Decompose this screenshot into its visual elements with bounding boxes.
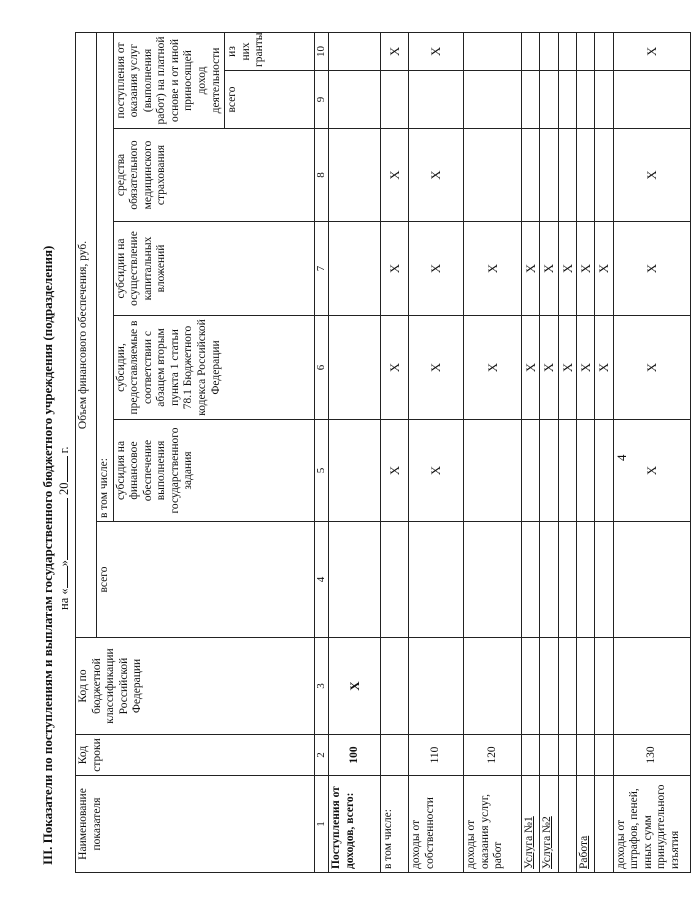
header-sub-781: субсидии, предоставляемые в соответствии с абзацем вторым пункта 1 статьи 78.1 Бюджетного кодекса Российской Федерации — [113, 316, 315, 420]
header-sub-cap: субсидии на осуществление капитальных вложений — [113, 222, 315, 316]
row-c5 — [329, 420, 381, 522]
table-row — [381, 32, 409, 872]
row-c7: Х — [577, 222, 595, 316]
row-name — [595, 776, 613, 873]
header-oms: средства обязательного медицинского страхования — [113, 129, 315, 222]
row-c9 — [540, 71, 558, 129]
date-mid: » — [57, 560, 71, 567]
row-total — [464, 522, 522, 638]
row-c6: Х — [409, 316, 464, 420]
row-c8 — [595, 129, 613, 222]
row-c5 — [522, 420, 540, 522]
row-c5 — [464, 420, 522, 522]
row-bk — [558, 638, 576, 735]
header-line-code: Код строки — [76, 735, 315, 776]
row-name: Услуга №1 — [522, 776, 540, 873]
header-paid-total: всего — [225, 71, 315, 129]
row-c7: Х — [540, 222, 558, 316]
table-row — [558, 32, 576, 872]
row-c8: Х — [409, 129, 464, 222]
row-c5 — [558, 420, 576, 522]
row-total — [577, 522, 595, 638]
header-volume: Объем финансового обеспечения, руб. — [76, 32, 97, 637]
col-number: 2 — [315, 735, 329, 776]
row-total — [522, 522, 540, 638]
row-c8: Х — [613, 129, 690, 222]
header-paid: поступления от оказания услуг (выполнения работ) на платной основе и от иной приносящей доход деятельности — [113, 32, 225, 128]
row-c9 — [409, 71, 464, 129]
col-number: 4 — [315, 522, 329, 638]
row-c8: Х — [381, 129, 409, 222]
row-c7: Х — [409, 222, 464, 316]
row-c5: Х — [613, 420, 690, 522]
row-total — [329, 522, 381, 638]
row-bk — [522, 638, 540, 735]
month-blank — [57, 498, 68, 560]
row-c6: Х — [464, 316, 522, 420]
row-code — [558, 735, 576, 776]
row-c6: Х — [577, 316, 595, 420]
row-c5: Х — [381, 420, 409, 522]
row-bk — [409, 638, 464, 735]
col-number: 10 — [315, 32, 329, 70]
row-c8 — [464, 129, 522, 222]
row-code — [381, 735, 409, 776]
row-code: 100 — [329, 735, 381, 776]
row-bk — [381, 638, 409, 735]
row-c9 — [613, 71, 690, 129]
row-code — [522, 735, 540, 776]
row-bk — [577, 638, 595, 735]
row-c6: Х — [595, 316, 613, 420]
col-number: 3 — [315, 638, 329, 735]
row-c7: Х — [464, 222, 522, 316]
col-number: 1 — [315, 776, 329, 873]
row-c9 — [522, 71, 540, 129]
row-c10: Х — [409, 32, 464, 70]
year-blank — [57, 457, 68, 483]
row-c9 — [381, 71, 409, 129]
table-row — [522, 32, 540, 872]
row-c5 — [595, 420, 613, 522]
row-c9 — [329, 71, 381, 129]
row-c6: Х — [381, 316, 409, 420]
row-bk: Х — [329, 638, 381, 735]
row-total — [595, 522, 613, 638]
table-row — [540, 32, 558, 872]
row-c10: Х — [381, 32, 409, 70]
row-code — [540, 735, 558, 776]
row-c7 — [329, 222, 381, 316]
indicators-table — [75, 32, 691, 873]
header-sub-task: субсидия на финансовое обеспечение выполнения государственного задания — [113, 420, 315, 522]
row-total — [613, 522, 690, 638]
col-number: 6 — [315, 316, 329, 420]
row-name: Работа — [577, 776, 595, 873]
row-c8 — [522, 129, 540, 222]
col-number: 5 — [315, 420, 329, 522]
row-name: Услуга №2 — [540, 776, 558, 873]
row-code — [577, 735, 595, 776]
row-c9 — [577, 71, 595, 129]
day-blank — [57, 566, 68, 588]
row-c9 — [464, 71, 522, 129]
header-incl: в том числе: — [97, 32, 114, 521]
row-c10 — [522, 32, 540, 70]
row-c7: Х — [595, 222, 613, 316]
row-c8 — [558, 129, 576, 222]
row-c6: Х — [613, 316, 690, 420]
table-row — [613, 32, 690, 872]
date-line — [57, 447, 72, 610]
table-row — [595, 32, 613, 872]
row-c8 — [540, 129, 558, 222]
row-c5: Х — [409, 420, 464, 522]
row-c7: Х — [381, 222, 409, 316]
row-code: 130 — [613, 735, 690, 776]
header-total: всего — [97, 522, 315, 638]
table-row — [464, 32, 522, 872]
table-row — [409, 32, 464, 872]
row-c10 — [577, 32, 595, 70]
row-bk — [613, 638, 690, 735]
col-number: 7 — [315, 222, 329, 316]
row-c6: Х — [522, 316, 540, 420]
row-total — [381, 522, 409, 638]
col-number: 9 — [315, 71, 329, 129]
row-c7: Х — [613, 222, 690, 316]
header-bk-code: Код по бюджетной классификации Российской Федерации — [76, 638, 315, 735]
row-c10 — [595, 32, 613, 70]
row-c6 — [329, 316, 381, 420]
row-c6: Х — [540, 316, 558, 420]
row-c10 — [540, 32, 558, 70]
header-grants: из них гранты — [225, 32, 315, 70]
page-number: 4 — [614, 454, 629, 461]
row-total — [558, 522, 576, 638]
row-total — [409, 522, 464, 638]
row-name: доходы от оказания услуг, работ — [464, 776, 522, 873]
date-year: 20 — [57, 482, 71, 495]
row-c8 — [329, 129, 381, 222]
row-c10: Х — [613, 32, 690, 70]
row-name: в том числе: — [381, 776, 409, 873]
row-name — [558, 776, 576, 873]
row-code: 110 — [409, 735, 464, 776]
row-bk — [464, 638, 522, 735]
row-name: Поступления от доходов, всего: — [329, 776, 381, 873]
row-c10 — [329, 32, 381, 70]
date-suffix: г. — [57, 446, 71, 454]
row-c9 — [558, 71, 576, 129]
row-code — [595, 735, 613, 776]
row-total — [540, 522, 558, 638]
row-name: доходы от собственности — [409, 776, 464, 873]
row-name: доходы от штрафов, пеней, иных сумм принудительного изъятия — [613, 776, 690, 873]
row-c9 — [595, 71, 613, 129]
col-number: 8 — [315, 129, 329, 222]
row-c10 — [558, 32, 576, 70]
row-bk — [595, 638, 613, 735]
row-c5 — [540, 420, 558, 522]
row-c8 — [577, 129, 595, 222]
row-bk — [540, 638, 558, 735]
row-c7: Х — [522, 222, 540, 316]
row-c7: Х — [558, 222, 576, 316]
page-title: III. Показатели по поступлениям и выплатам государственного бюджетного учреждения (подразделения) — [40, 245, 55, 865]
row-code: 120 — [464, 735, 522, 776]
header-name: Наименование показателя — [76, 776, 315, 873]
date-prefix: на « — [57, 588, 71, 610]
row-c5 — [577, 420, 595, 522]
row-c6: Х — [558, 316, 576, 420]
table-row — [329, 32, 381, 872]
row-c10 — [464, 32, 522, 70]
table-row — [577, 32, 595, 872]
